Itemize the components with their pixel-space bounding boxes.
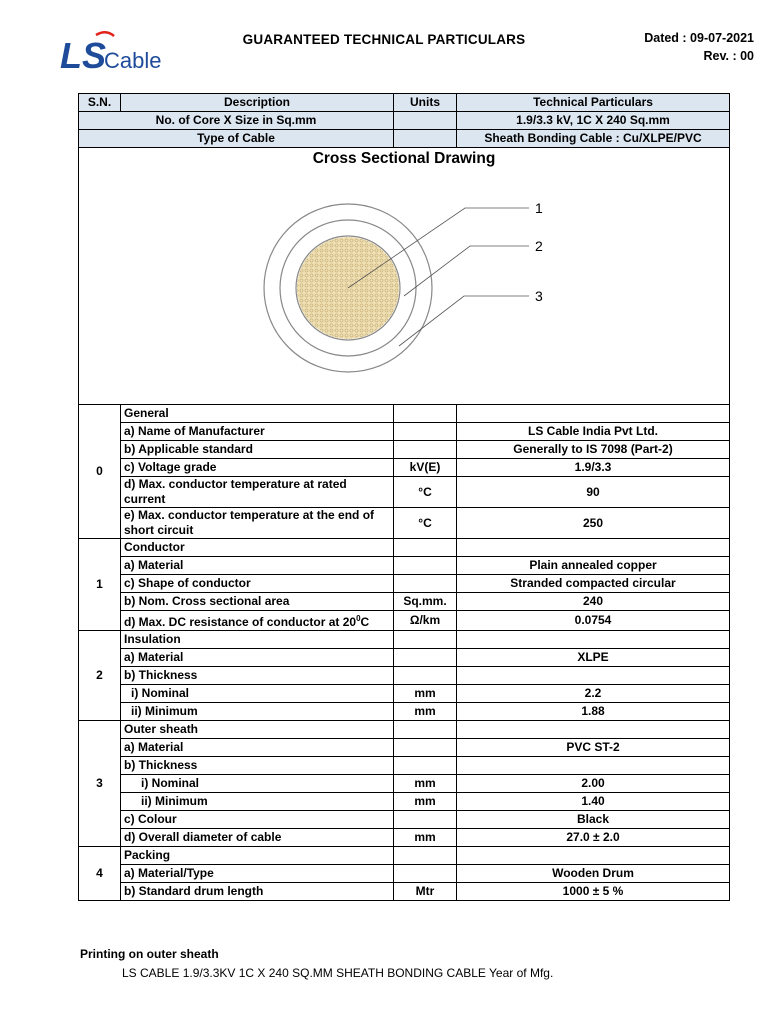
section-number: 1 (79, 539, 121, 631)
row-description (121, 423, 394, 441)
table-row (79, 739, 730, 757)
description-text: b) Applicable standard (124, 442, 253, 456)
row-description (121, 811, 394, 829)
description-text: b) Nom. Cross sectional area (124, 594, 290, 608)
row-unit (394, 423, 457, 441)
section-heading: Packing (121, 847, 394, 865)
description-text: a) Name of Manufacturer (124, 424, 265, 438)
cable-info-unit (394, 112, 457, 130)
row-unit (394, 557, 457, 575)
row-description (121, 593, 394, 611)
svg-text:Cable: Cable (104, 48, 162, 73)
table-row (79, 793, 730, 811)
description-text: d) Max. DC resistance of conductor at 20 (124, 615, 357, 629)
description-text: e) Max. conductor temperature at the end of short circuit (124, 508, 375, 537)
section-heading-row (79, 721, 730, 739)
document-title: GUARANTEED TECHNICAL PARTICULARS (242, 32, 526, 47)
row-description (121, 575, 394, 593)
section-heading: Conductor (121, 539, 394, 557)
section-heading-value (457, 847, 730, 865)
cable-info-row (79, 112, 730, 130)
drawing-title: Cross Sectional Drawing (312, 150, 496, 167)
row-unit: Mtr (394, 883, 457, 901)
description-text: i) Nominal (131, 686, 190, 700)
row-value: 90 (457, 477, 730, 508)
table-row (79, 611, 730, 631)
section-heading-value (457, 631, 730, 649)
header-sn: S.N. (79, 94, 121, 112)
cross-section-drawing (79, 148, 730, 404)
row-description (121, 667, 394, 685)
description-text: d) Max. conductor temperature at rated current (124, 477, 347, 506)
description-text: c) Shape of conductor (124, 576, 251, 590)
cable-info-value: Sheath Bonding Cable : Cu/XLPE/PVC (457, 130, 730, 148)
table-row (79, 757, 730, 775)
header-units: Units (394, 94, 457, 112)
cable-info-label: No. of Core X Size in Sq.mm (79, 112, 394, 130)
row-value: Generally to IS 7098 (Part-2) (457, 441, 730, 459)
cable-info-value: 1.9/3.3 kV, 1C X 240 Sq.mm (457, 112, 730, 130)
callout-1: 1 (535, 200, 543, 216)
row-unit: Ω/km (394, 611, 457, 631)
technical-particulars-table (78, 93, 730, 901)
row-description (121, 441, 394, 459)
callout-2: 2 (535, 238, 543, 254)
table-row (79, 508, 730, 539)
description-text: b) Thickness (124, 668, 198, 682)
row-value: Black (457, 811, 730, 829)
row-value: 27.0 ± 2.0 (457, 829, 730, 847)
row-unit (394, 739, 457, 757)
row-unit: mm (394, 793, 457, 811)
row-unit: mm (394, 685, 457, 703)
row-unit: °C (394, 477, 457, 508)
table-row (79, 477, 730, 508)
description-text: c) Voltage grade (124, 460, 217, 474)
section-heading-row (79, 847, 730, 865)
row-value: 2.2 (457, 685, 730, 703)
section-heading-value (457, 721, 730, 739)
row-value: 1.9/3.3 (457, 459, 730, 477)
row-value: XLPE (457, 649, 730, 667)
section-heading: General (121, 405, 394, 423)
description-text: a) Material (124, 650, 184, 664)
row-unit (394, 575, 457, 593)
section-heading-unit (394, 847, 457, 865)
description-text: a) Material (124, 740, 184, 754)
section-number: 3 (79, 721, 121, 847)
drawing-row (79, 148, 730, 405)
table-row (79, 441, 730, 459)
row-description (121, 883, 394, 901)
row-value: 0.0754 (457, 611, 730, 631)
table-row (79, 703, 730, 721)
row-description (121, 793, 394, 811)
description-text: b) Thickness (124, 758, 198, 772)
section-heading-unit (394, 405, 457, 423)
row-value (457, 667, 730, 685)
description-text: ii) Minimum (131, 704, 198, 718)
section-heading-row (79, 631, 730, 649)
printing-text: LS CABLE 1.9/3.3KV 1C X 240 SQ.MM SHEATH BONDING CABLE Year of Mfg. (122, 966, 554, 980)
header-particulars: Technical Particulars (457, 94, 730, 112)
printing-title: Printing on outer sheath (80, 947, 219, 961)
row-unit: mm (394, 703, 457, 721)
row-description (121, 829, 394, 847)
cross-section-drawing-cell (79, 148, 730, 405)
section-number: 2 (79, 631, 121, 721)
row-description (121, 611, 394, 631)
row-value: 240 (457, 593, 730, 611)
table-row (79, 459, 730, 477)
row-value: 1.88 (457, 703, 730, 721)
table-row (79, 829, 730, 847)
degree-superscript: 0 (356, 614, 361, 623)
table-row (79, 423, 730, 441)
section-heading-unit (394, 539, 457, 557)
row-unit: kV(E) (394, 459, 457, 477)
row-value: 250 (457, 508, 730, 539)
row-value: Plain annealed copper (457, 557, 730, 575)
table-row (79, 883, 730, 901)
table-row (79, 775, 730, 793)
row-unit (394, 757, 457, 775)
row-unit: Sq.mm. (394, 593, 457, 611)
section-heading-unit (394, 631, 457, 649)
description-text: ii) Minimum (141, 794, 208, 808)
row-value: Stranded compacted circular (457, 575, 730, 593)
row-value: PVC ST-2 (457, 739, 730, 757)
row-description (121, 459, 394, 477)
date-block (644, 29, 754, 65)
row-unit (394, 865, 457, 883)
row-value: LS Cable India Pvt Ltd. (457, 423, 730, 441)
section-heading-row (79, 405, 730, 423)
table-header-row (79, 94, 730, 112)
cable-info-row (79, 130, 730, 148)
callout-3: 3 (535, 288, 543, 304)
section-number: 0 (79, 405, 121, 539)
header-description: Description (121, 94, 394, 112)
table-row (79, 575, 730, 593)
table-row (79, 667, 730, 685)
description-text: a) Material/Type (124, 866, 214, 880)
row-unit: °C (394, 508, 457, 539)
row-unit: mm (394, 775, 457, 793)
section-heading-value (457, 539, 730, 557)
row-description (121, 739, 394, 757)
row-value (457, 757, 730, 775)
description-text: d) Overall diameter of cable (124, 830, 282, 844)
revision-text: Rev. : 00 (703, 49, 754, 63)
section-number: 4 (79, 847, 121, 901)
row-unit (394, 811, 457, 829)
row-unit (394, 649, 457, 667)
table-row (79, 811, 730, 829)
row-unit (394, 441, 457, 459)
row-value: Wooden Drum (457, 865, 730, 883)
section-heading-unit (394, 721, 457, 739)
row-unit: mm (394, 829, 457, 847)
row-description (121, 865, 394, 883)
row-description (121, 775, 394, 793)
table-row (79, 685, 730, 703)
svg-text:LS: LS (60, 35, 107, 75)
description-text: c) Colour (124, 812, 177, 826)
row-description (121, 557, 394, 575)
cable-info-label: Type of Cable (79, 130, 394, 148)
table-row (79, 557, 730, 575)
section-heading-value (457, 405, 730, 423)
description-tail: C (360, 615, 370, 629)
table-row (79, 865, 730, 883)
row-description (121, 649, 394, 667)
row-value: 1000 ± 5 % (457, 883, 730, 901)
description-text: a) Material (124, 558, 184, 572)
row-description (121, 477, 394, 508)
section-heading-row (79, 539, 730, 557)
description-text: i) Nominal (141, 776, 200, 790)
row-value: 1.40 (457, 793, 730, 811)
table-row (79, 593, 730, 611)
row-description (121, 508, 394, 539)
row-value: 2.00 (457, 775, 730, 793)
dated-text: Dated : 09-07-2021 (644, 31, 754, 45)
section-heading: Outer sheath (121, 721, 394, 739)
row-description (121, 703, 394, 721)
row-description (121, 685, 394, 703)
table-row (79, 649, 730, 667)
row-description (121, 757, 394, 775)
row-unit (394, 667, 457, 685)
cable-info-unit (394, 130, 457, 148)
description-text: b) Standard drum length (124, 884, 264, 898)
section-heading: Insulation (121, 631, 394, 649)
